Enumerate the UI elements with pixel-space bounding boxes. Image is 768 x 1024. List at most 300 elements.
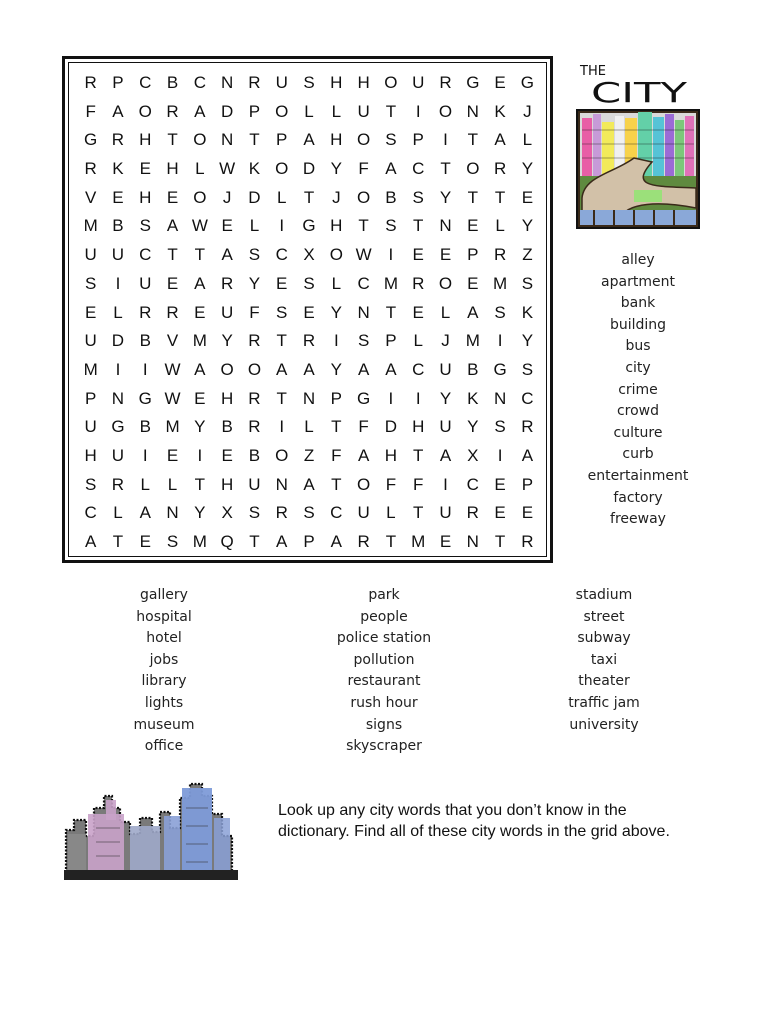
grid-letter: S bbox=[521, 273, 534, 293]
grid-letter: H bbox=[384, 445, 398, 465]
grid-letter: E bbox=[521, 503, 534, 523]
grid-letter: L bbox=[304, 101, 314, 121]
grid-letter: O bbox=[275, 445, 289, 465]
grid-letter: X bbox=[467, 445, 479, 465]
grid-letter: J bbox=[332, 187, 341, 207]
grid-letter: V bbox=[166, 331, 179, 351]
grid-letter: A bbox=[112, 101, 124, 121]
grid-letter: S bbox=[166, 532, 179, 551]
grid-letter: U bbox=[139, 273, 152, 293]
grid-letter: K bbox=[494, 101, 506, 121]
grid-letter: D bbox=[111, 331, 125, 351]
grid-letter: H bbox=[84, 445, 97, 465]
grid-letter: C bbox=[84, 503, 97, 523]
grid-letter: A bbox=[166, 216, 179, 236]
grid-letter: A bbox=[385, 159, 397, 179]
grid-letter: S bbox=[303, 273, 315, 293]
grid-letter: G bbox=[84, 130, 98, 150]
grid-letter: T bbox=[358, 216, 369, 236]
grid-letter: R bbox=[302, 331, 316, 351]
grid-letter: T bbox=[385, 532, 397, 551]
grid-letter: E bbox=[412, 245, 424, 265]
word-list-item: entertainment bbox=[587, 467, 689, 484]
grid-letter: H bbox=[412, 417, 425, 437]
grid-inner-border bbox=[68, 62, 547, 557]
grid-letter: E bbox=[439, 245, 452, 265]
grid-letter: S bbox=[248, 503, 261, 523]
grid-letter: R bbox=[166, 302, 179, 322]
grid-letter: R bbox=[84, 73, 97, 92]
grid-letter: R bbox=[139, 302, 152, 322]
grid-letter: P bbox=[303, 532, 315, 551]
grid-letter: T bbox=[249, 130, 260, 150]
grid-letter: I bbox=[142, 445, 148, 465]
grid-letter: H bbox=[139, 130, 152, 150]
grid-letter: Y bbox=[467, 417, 479, 437]
grid-letter: U bbox=[84, 417, 97, 437]
grid-letter: C bbox=[330, 503, 343, 523]
grid-letter: T bbox=[331, 474, 342, 494]
grid-letter: P bbox=[412, 130, 424, 150]
grid-letter: E bbox=[439, 532, 452, 551]
grid-letter: E bbox=[276, 273, 288, 293]
grid-letter: T bbox=[494, 187, 506, 207]
grid-letter: H bbox=[139, 187, 152, 207]
grid-letter: N bbox=[111, 388, 125, 408]
grid-letter: R bbox=[357, 532, 370, 551]
grid-letter: Y bbox=[248, 273, 261, 293]
grid-letter: I bbox=[142, 359, 148, 379]
grid-letter: G bbox=[466, 73, 480, 92]
grid-letter: T bbox=[276, 388, 287, 408]
grid-letter: N bbox=[166, 503, 179, 523]
grid-letter: C bbox=[275, 245, 288, 265]
grid-letter: B bbox=[139, 417, 151, 437]
grid-letter: T bbox=[494, 532, 506, 551]
grid-letter: C bbox=[466, 474, 479, 494]
grid-letter: R bbox=[248, 73, 261, 92]
grid-letter: L bbox=[331, 273, 342, 293]
word-list-item: city bbox=[625, 359, 651, 376]
grid-letter: R bbox=[521, 417, 534, 437]
grid-letter: I bbox=[415, 101, 421, 121]
grid-letter: U bbox=[248, 474, 261, 494]
grid-letter: L bbox=[331, 101, 342, 121]
grid-letter: M bbox=[465, 331, 480, 351]
grid-letter: L bbox=[249, 216, 260, 236]
grid-letter: R bbox=[84, 159, 97, 179]
word-list-item: restaurant bbox=[347, 673, 421, 690]
grid-letter: L bbox=[140, 474, 150, 494]
grid-letter: E bbox=[139, 532, 151, 551]
grid-letter: M bbox=[383, 273, 398, 293]
grid-letter: N bbox=[493, 388, 507, 408]
grid-letter: O bbox=[275, 101, 289, 121]
grid-letter: T bbox=[194, 245, 206, 265]
word-list-item: jobs bbox=[149, 651, 179, 668]
grid-letter: O bbox=[247, 359, 262, 379]
grid-letter: B bbox=[221, 417, 233, 437]
grid-letter: L bbox=[113, 503, 123, 523]
grid-letter: B bbox=[139, 331, 151, 351]
grid-letter: Y bbox=[439, 388, 452, 408]
grid-letter: W bbox=[191, 216, 208, 236]
grid-letter: O bbox=[220, 359, 234, 379]
grid-letter: I bbox=[115, 359, 121, 379]
word-list-item: traffic jam bbox=[568, 694, 640, 711]
word-list-item: theater bbox=[578, 673, 630, 690]
grid-letter: F bbox=[413, 474, 424, 494]
grid-letter: A bbox=[194, 101, 206, 121]
grid-letter: T bbox=[331, 417, 342, 437]
grid-letter: S bbox=[276, 302, 288, 322]
grid-letter: P bbox=[112, 73, 124, 92]
word-list-column-2 bbox=[318, 585, 450, 758]
grid-letter: P bbox=[248, 101, 261, 121]
grid-letter: M bbox=[192, 331, 207, 351]
word-list-item: hospital bbox=[136, 608, 192, 625]
grid-letter: W bbox=[355, 245, 372, 265]
grid-letter: K bbox=[248, 159, 261, 179]
grid-letter: G bbox=[357, 388, 371, 408]
word-list-item: signs bbox=[365, 716, 403, 733]
grid-letter: E bbox=[412, 302, 424, 322]
skyline-icon bbox=[60, 778, 242, 886]
grid-letter: T bbox=[467, 187, 478, 207]
grid-letter: E bbox=[194, 388, 206, 408]
grid-letter: L bbox=[386, 503, 396, 523]
grid-letter: O bbox=[438, 101, 453, 121]
word-list-item: people bbox=[360, 608, 408, 625]
grid-letter: I bbox=[279, 417, 285, 437]
grid-letter: B bbox=[385, 187, 397, 207]
grid-letter: T bbox=[413, 503, 424, 523]
grid-letter: T bbox=[413, 216, 424, 236]
grid-letter: Y bbox=[221, 331, 233, 351]
grid-letter: G bbox=[520, 73, 535, 92]
skyline-illustration bbox=[60, 778, 242, 886]
grid-letter: E bbox=[166, 187, 179, 207]
grid-letter: N bbox=[357, 302, 370, 322]
grid-letter: S bbox=[521, 359, 534, 379]
grid-letter: I bbox=[279, 216, 285, 236]
word-list-item: library bbox=[141, 673, 187, 690]
grid-letter: B bbox=[112, 216, 124, 236]
grid-letter: A bbox=[139, 503, 151, 523]
grid-letter: G bbox=[111, 417, 125, 437]
grid-letter: N bbox=[220, 73, 234, 92]
grid-letter: J bbox=[523, 101, 532, 121]
word-search-grid bbox=[62, 56, 553, 563]
grid-letter: E bbox=[166, 445, 179, 465]
grid-letter: C bbox=[193, 73, 206, 92]
grid-letter: F bbox=[249, 302, 260, 322]
grid-letter: A bbox=[357, 359, 370, 379]
grid-letter: Y bbox=[521, 331, 534, 351]
grid-letter: D bbox=[384, 417, 398, 437]
grid-letter: Y bbox=[194, 417, 206, 437]
grid-letter: R bbox=[493, 245, 507, 265]
grid-letter: P bbox=[385, 331, 397, 351]
grid-letter: R bbox=[111, 130, 125, 150]
grid-letter: W bbox=[164, 388, 181, 408]
grid-letter: Y bbox=[194, 503, 206, 523]
grid-letter: E bbox=[194, 302, 206, 322]
grid-letter: P bbox=[276, 130, 288, 150]
grid-letter: M bbox=[192, 532, 207, 551]
word-list-item: bank bbox=[620, 295, 656, 312]
grid-letter: I bbox=[388, 245, 394, 265]
grid-letter: E bbox=[521, 187, 534, 207]
grid-letter: P bbox=[330, 388, 342, 408]
grid-letter: Y bbox=[330, 159, 342, 179]
grid-letter: B bbox=[248, 445, 261, 465]
letter-grid bbox=[77, 69, 541, 557]
grid-letter: M bbox=[83, 216, 98, 236]
grid-letter: C bbox=[412, 159, 425, 179]
grid-letter: I bbox=[197, 445, 203, 465]
grid-letter: O bbox=[193, 187, 207, 207]
grid-letter: E bbox=[112, 187, 124, 207]
grid-letter: T bbox=[276, 331, 287, 351]
grid-letter: A bbox=[221, 245, 233, 265]
grid-letter: M bbox=[83, 359, 98, 379]
word-list-item: office bbox=[144, 738, 184, 755]
grid-letter: E bbox=[166, 273, 179, 293]
word-list-item: taxi bbox=[590, 651, 618, 668]
word-list-column-3 bbox=[548, 585, 660, 736]
title-art-line1: THE bbox=[580, 64, 606, 79]
grid-letter: H bbox=[330, 216, 343, 236]
grid-letter: S bbox=[385, 216, 397, 236]
word-list-item: university bbox=[569, 716, 639, 733]
grid-letter: A bbox=[276, 359, 288, 379]
grid-letter: A bbox=[357, 445, 370, 465]
grid-letter: A bbox=[521, 445, 534, 465]
word-list-item: gallery bbox=[140, 587, 188, 603]
grid-letter: U bbox=[111, 245, 125, 265]
grid-letter: V bbox=[84, 187, 97, 207]
grid-letter: E bbox=[139, 159, 151, 179]
grid-letter: O bbox=[357, 130, 371, 150]
grid-letter: X bbox=[303, 245, 315, 265]
city-title-illustration bbox=[574, 58, 704, 234]
grid-letter: H bbox=[330, 130, 343, 150]
grid-letter: R bbox=[412, 273, 425, 293]
grid-letter: C bbox=[521, 388, 534, 408]
grid-letter: Y bbox=[439, 187, 452, 207]
grid-letter: N bbox=[466, 532, 479, 551]
grid-letter: H bbox=[220, 474, 234, 494]
grid-letter: S bbox=[303, 73, 315, 92]
grid-letter: H bbox=[166, 159, 179, 179]
grid-letter: F bbox=[385, 474, 397, 494]
grid-letter: R bbox=[111, 474, 125, 494]
grid-letter: O bbox=[466, 159, 480, 179]
grid-letter: I bbox=[333, 331, 339, 351]
grid-letter: S bbox=[248, 245, 261, 265]
word-list-item: park bbox=[368, 587, 400, 603]
grid-letter: O bbox=[275, 159, 289, 179]
grid-letter: A bbox=[303, 130, 315, 150]
grid-letter: I bbox=[115, 273, 121, 293]
grid-letter: K bbox=[112, 159, 124, 179]
grid-letter: P bbox=[467, 245, 479, 265]
grid-letter: A bbox=[194, 359, 206, 379]
grid-letter: A bbox=[439, 445, 452, 465]
grid-letter: E bbox=[494, 73, 506, 92]
title-art-line2: CITY bbox=[591, 76, 689, 109]
grid-letter: Y bbox=[521, 159, 534, 179]
grid-letter: R bbox=[439, 73, 452, 92]
grid-letter: M bbox=[493, 273, 508, 293]
grid-letter: P bbox=[84, 388, 97, 408]
grid-letter: D bbox=[220, 101, 234, 121]
grid-letter: S bbox=[494, 302, 506, 322]
grid-letter: F bbox=[358, 159, 369, 179]
grid-letter: L bbox=[413, 331, 423, 351]
grid-letter: I bbox=[415, 388, 421, 408]
grid-letter: A bbox=[330, 532, 342, 551]
grid-letter: E bbox=[467, 273, 479, 293]
grid-letter: N bbox=[220, 130, 234, 150]
grid-letter: U bbox=[220, 302, 234, 322]
grid-letter: Z bbox=[522, 245, 533, 265]
grid-letter: I bbox=[497, 331, 503, 351]
grid-letter: U bbox=[357, 101, 370, 121]
grid-letter: Y bbox=[330, 359, 342, 379]
word-list-item: skyscraper bbox=[346, 738, 422, 755]
word-list-right bbox=[580, 250, 696, 531]
grid-letter: L bbox=[304, 417, 314, 437]
grid-letter: S bbox=[303, 503, 315, 523]
grid-letter: M bbox=[165, 417, 180, 437]
grid-letter: U bbox=[111, 445, 125, 465]
grid-letter: P bbox=[521, 474, 534, 494]
word-list-item: apartment bbox=[601, 273, 675, 290]
grid-letter: N bbox=[439, 216, 452, 236]
grid-letter: E bbox=[494, 474, 506, 494]
grid-letter: L bbox=[167, 474, 178, 494]
grid-letter: L bbox=[495, 216, 505, 236]
grid-letter: U bbox=[275, 73, 288, 92]
grid-letter: A bbox=[276, 532, 288, 551]
grid-letter: E bbox=[467, 216, 479, 236]
grid-letter: B bbox=[467, 359, 479, 379]
grid-letter: K bbox=[467, 388, 479, 408]
grid-letter: T bbox=[413, 445, 424, 465]
word-list-item: rush hour bbox=[350, 694, 418, 711]
grid-letter: W bbox=[219, 159, 236, 179]
grid-letter: T bbox=[167, 130, 178, 150]
grid-letter: A bbox=[194, 273, 206, 293]
grid-letter: S bbox=[357, 331, 370, 351]
grid-letter: T bbox=[249, 532, 260, 551]
grid-letter: H bbox=[220, 388, 234, 408]
grid-letter: Z bbox=[303, 445, 315, 465]
grid-letter: S bbox=[139, 216, 151, 236]
grid-letter: N bbox=[275, 474, 288, 494]
word-list-item: factory bbox=[613, 489, 663, 506]
grid-letter: F bbox=[85, 101, 96, 121]
grid-letter: D bbox=[248, 187, 261, 207]
grid-letter: J bbox=[222, 187, 232, 207]
grid-letter: A bbox=[494, 130, 506, 150]
grid-letter: R bbox=[493, 159, 507, 179]
grid-letter: O bbox=[138, 101, 152, 121]
grid-letter: O bbox=[357, 474, 371, 494]
word-list-item: museum bbox=[133, 716, 195, 733]
grid-letter: G bbox=[493, 359, 507, 379]
grid-letter: T bbox=[167, 245, 178, 265]
grid-letter: T bbox=[440, 159, 451, 179]
grid-letter: T bbox=[194, 474, 206, 494]
word-list-item: alley bbox=[621, 252, 655, 268]
grid-letter: I bbox=[443, 474, 448, 494]
grid-letter: O bbox=[384, 73, 398, 92]
word-list-item: freeway bbox=[610, 511, 666, 528]
grid-letter: T bbox=[467, 130, 478, 150]
word-list-item: stadium bbox=[575, 587, 633, 603]
grid-letter: S bbox=[84, 474, 97, 494]
grid-letter: E bbox=[303, 302, 315, 322]
grid-letter: O bbox=[329, 245, 343, 265]
grid-letter: R bbox=[521, 532, 534, 551]
grid-letter: C bbox=[139, 73, 152, 92]
grid-letter: M bbox=[411, 532, 426, 551]
grid-letter: U bbox=[84, 245, 97, 265]
instructions-text: Look up any city words that you don’t know in the dictionary. Find all of these city words in the grid above. bbox=[278, 802, 670, 840]
grid-letter: A bbox=[303, 474, 315, 494]
grid-letter: T bbox=[303, 187, 315, 207]
grid-letter: G bbox=[138, 388, 152, 408]
grid-letter: S bbox=[84, 273, 97, 293]
grid-letter: C bbox=[139, 245, 152, 265]
grid-letter: O bbox=[193, 130, 207, 150]
grid-letter: R bbox=[248, 388, 261, 408]
word-list-item: street bbox=[583, 608, 625, 625]
grid-letter: Q bbox=[220, 532, 234, 551]
word-list-item: subway bbox=[577, 630, 631, 647]
grid-letter: R bbox=[248, 417, 261, 437]
grid-letter: U bbox=[84, 331, 97, 351]
grid-letter: R bbox=[166, 101, 179, 121]
grid-letter: S bbox=[412, 187, 424, 207]
grid-letter: A bbox=[467, 302, 479, 322]
grid-letter: J bbox=[441, 331, 450, 351]
grid-letter: S bbox=[494, 417, 506, 437]
grid-letter: L bbox=[113, 302, 123, 322]
grid-letter: E bbox=[221, 445, 233, 465]
grid-letter: L bbox=[276, 187, 287, 207]
grid-letter: C bbox=[412, 359, 425, 379]
grid-letter: E bbox=[221, 216, 233, 236]
word-list-item: curb bbox=[622, 446, 654, 463]
grid-letter: L bbox=[195, 159, 205, 179]
word-list-item: crowd bbox=[616, 403, 660, 420]
grid-letter: C bbox=[357, 273, 370, 293]
grid-letter: N bbox=[466, 101, 479, 121]
grid-letter: R bbox=[466, 503, 479, 523]
grid-letter: X bbox=[221, 503, 233, 523]
grid-letter: N bbox=[302, 388, 316, 408]
grid-letter: Y bbox=[521, 216, 534, 236]
word-list-item: police station bbox=[336, 630, 432, 647]
grid-letter: F bbox=[331, 445, 342, 465]
grid-letter: H bbox=[330, 73, 343, 92]
city-illustration-icon bbox=[574, 58, 704, 234]
grid-letter: T bbox=[112, 532, 124, 551]
